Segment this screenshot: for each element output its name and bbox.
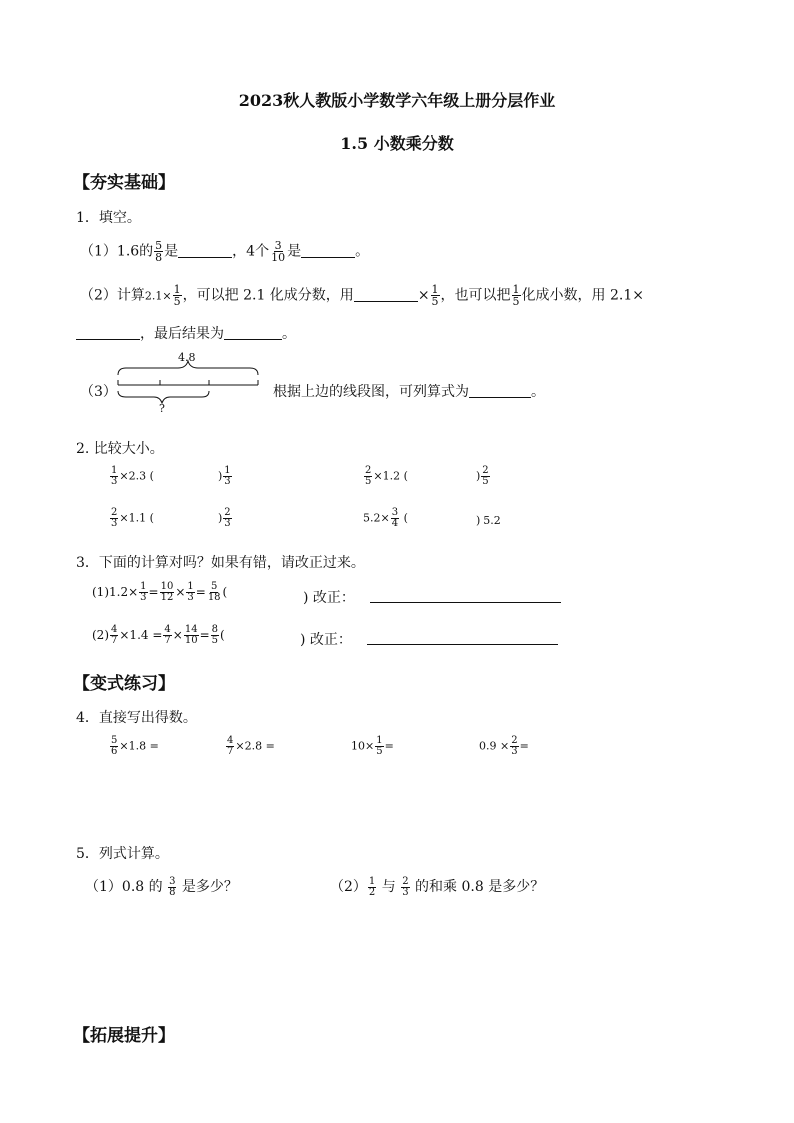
fraction: $\frac{2}{5}$ <box>482 465 489 487</box>
compare-right: ) 5.2 <box>476 514 501 527</box>
fraction: $\frac{2}{5}$ <box>365 465 372 487</box>
fraction: $\frac{3}{8}$ <box>169 875 176 898</box>
q1p1-mid3: 是 <box>287 243 302 260</box>
q1-part2 <box>80 284 644 307</box>
q1p3-lead: （3） <box>80 384 117 400</box>
q2-heading: 2. 比较大小。 <box>76 441 164 457</box>
q5-heading: 5．列式计算。 <box>76 846 169 862</box>
fraction: $\frac{1}{2}$ <box>368 875 376 898</box>
compare-item: $\frac{2}{3}$ ×1.1 ( <box>111 507 154 529</box>
correction-line[interactable] <box>370 602 561 603</box>
compare-right: ) $\frac{1}{3}$ <box>218 465 231 487</box>
fraction: $\frac{5}{6}$ <box>111 735 118 757</box>
q3-row2: (2) $\frac{4}{7}$ ×1.4 = $\frac{4}{7}$ × $\frac{14}{10}$ = $\frac{8}{5}$ ( <box>92 624 225 646</box>
fraction: $\frac{5}{8}$ <box>155 239 163 264</box>
segment-total-label: 4.8 <box>178 351 196 364</box>
fraction: $\frac{1}{3}$ <box>140 581 147 603</box>
q1p3-text: 根据上边的线段图，可列算式为 <box>273 384 469 400</box>
compare-item: $\frac{1}{3}$ ×2.3 ( <box>111 465 154 487</box>
segment-unknown-label: ? <box>159 402 165 415</box>
calc-item: $\frac{4}{7}$ ×2.8 = <box>227 735 275 757</box>
fraction: $\frac{8}{5}$ <box>211 624 218 646</box>
fraction: $\frac{1}{3}$ <box>224 465 231 487</box>
fraction: $\frac{1}{5}$ <box>376 735 383 757</box>
q4-heading: 4．直接写出得数。 <box>76 710 197 726</box>
answer-blank[interactable] <box>178 243 232 258</box>
line-segment-diagram <box>110 355 270 419</box>
section-heading-variation: 【变式练习】 <box>73 674 175 694</box>
compare-right: ) $\frac{2}{3}$ <box>218 507 231 529</box>
compare-item: $\frac{2}{5}$ ×1.2 ( <box>365 465 408 487</box>
fraction: $\frac{3}{10}$ <box>271 239 286 264</box>
section-heading-basics: 【夯实基础】 <box>73 173 175 193</box>
fraction: $\frac{1}{3}$ <box>111 465 118 487</box>
q1p1-end: 。 <box>355 243 370 260</box>
q3-heading: 3．下面的计算对吗？如果有错，请改正过来。 <box>76 555 365 571</box>
q1p2-expr: 2.1× <box>144 289 172 303</box>
q1-part1 <box>80 240 369 263</box>
fraction: $\frac{4}{7}$ <box>164 624 171 646</box>
q1p1-lead: （1）1.6的 <box>80 243 154 260</box>
q1p2-text3: ，也可以把 <box>440 287 511 304</box>
fraction: $\frac{2}{3}$ <box>511 735 518 757</box>
q1p1-mid1: 是 <box>164 243 179 260</box>
page-title: 2023秋人教版小学数学六年级上册分层作业 <box>238 91 556 110</box>
answer-blank[interactable] <box>76 325 140 340</box>
answer-blank[interactable] <box>469 383 531 398</box>
q1p2-text6: 。 <box>282 326 296 342</box>
q1-part3-text <box>273 381 545 401</box>
fraction: $\frac{10}{12}$ <box>160 581 174 603</box>
q1p2-lead: （2）计算 <box>80 287 145 304</box>
answer-blank[interactable] <box>224 325 282 340</box>
fraction: $\frac{1}{5}$ <box>173 283 181 308</box>
correction-line[interactable] <box>367 644 558 645</box>
calc-item: 10× $\frac{1}{5}$ = <box>351 735 394 757</box>
fraction: $\frac{5}{18}$ <box>207 581 221 603</box>
q5-part-b: （2） $\frac{1}{2}$ 与 $\frac{2}{3}$ 的和乘 0.8 是多少？ <box>330 875 545 898</box>
q1p3-end: 。 <box>531 384 545 400</box>
fraction: $\frac{1}{5}$ <box>512 283 520 308</box>
fraction: $\frac{14}{10}$ <box>184 624 198 646</box>
q3-row2-fix: ) 改正： <box>300 632 352 648</box>
fraction: $\frac{4}{7}$ <box>111 624 118 646</box>
calc-item: 0.9 × $\frac{2}{3}$ = <box>479 735 529 757</box>
answer-blank[interactable] <box>354 287 418 302</box>
q3-row1-fix: ) 改正： <box>303 590 355 606</box>
fraction: $\frac{2}{3}$ <box>111 507 118 529</box>
q1p2-text1: ，可以把 2.1 化成分数，用 <box>182 287 354 304</box>
fraction: $\frac{1}{3}$ <box>187 581 194 603</box>
q3-row1: (1)1.2× $\frac{1}{3}$ = $\frac{10}{12}$ × $\frac{1}{3}$ = $\frac{5}{18}$ ( <box>92 581 228 603</box>
q1-part2-line2 <box>76 323 296 343</box>
fraction: $\frac{2}{3}$ <box>402 875 409 898</box>
fraction: $\frac{1}{5}$ <box>431 283 439 308</box>
compare-item: 5.2× $\frac{3}{4}$ ( <box>363 507 408 529</box>
compare-right: ) $\frac{2}{5}$ <box>476 465 489 487</box>
fraction: $\frac{4}{7}$ <box>227 735 234 757</box>
section-heading-extension: 【拓展提升】 <box>73 1026 175 1046</box>
fraction: $\frac{2}{3}$ <box>224 507 231 529</box>
answer-blank[interactable] <box>301 243 355 258</box>
q1p2-text4: 化成小数，用 2.1× <box>521 287 644 304</box>
q1p2-times: × <box>417 287 430 304</box>
q1p2-text5: ，最后结果为 <box>140 326 224 342</box>
page-subtitle: 1.5 小数乘分数 <box>340 134 454 153</box>
q1-heading: 1．填空。 <box>76 210 141 226</box>
fraction: $\frac{3}{4}$ <box>391 507 399 529</box>
q5-part-a: （1）0.8 的 $\frac{3}{8}$ 是多少？ <box>85 875 238 898</box>
calc-item: $\frac{5}{6}$ ×1.8 = <box>111 735 159 757</box>
q1p1-mid2: ，4个 <box>232 243 270 260</box>
